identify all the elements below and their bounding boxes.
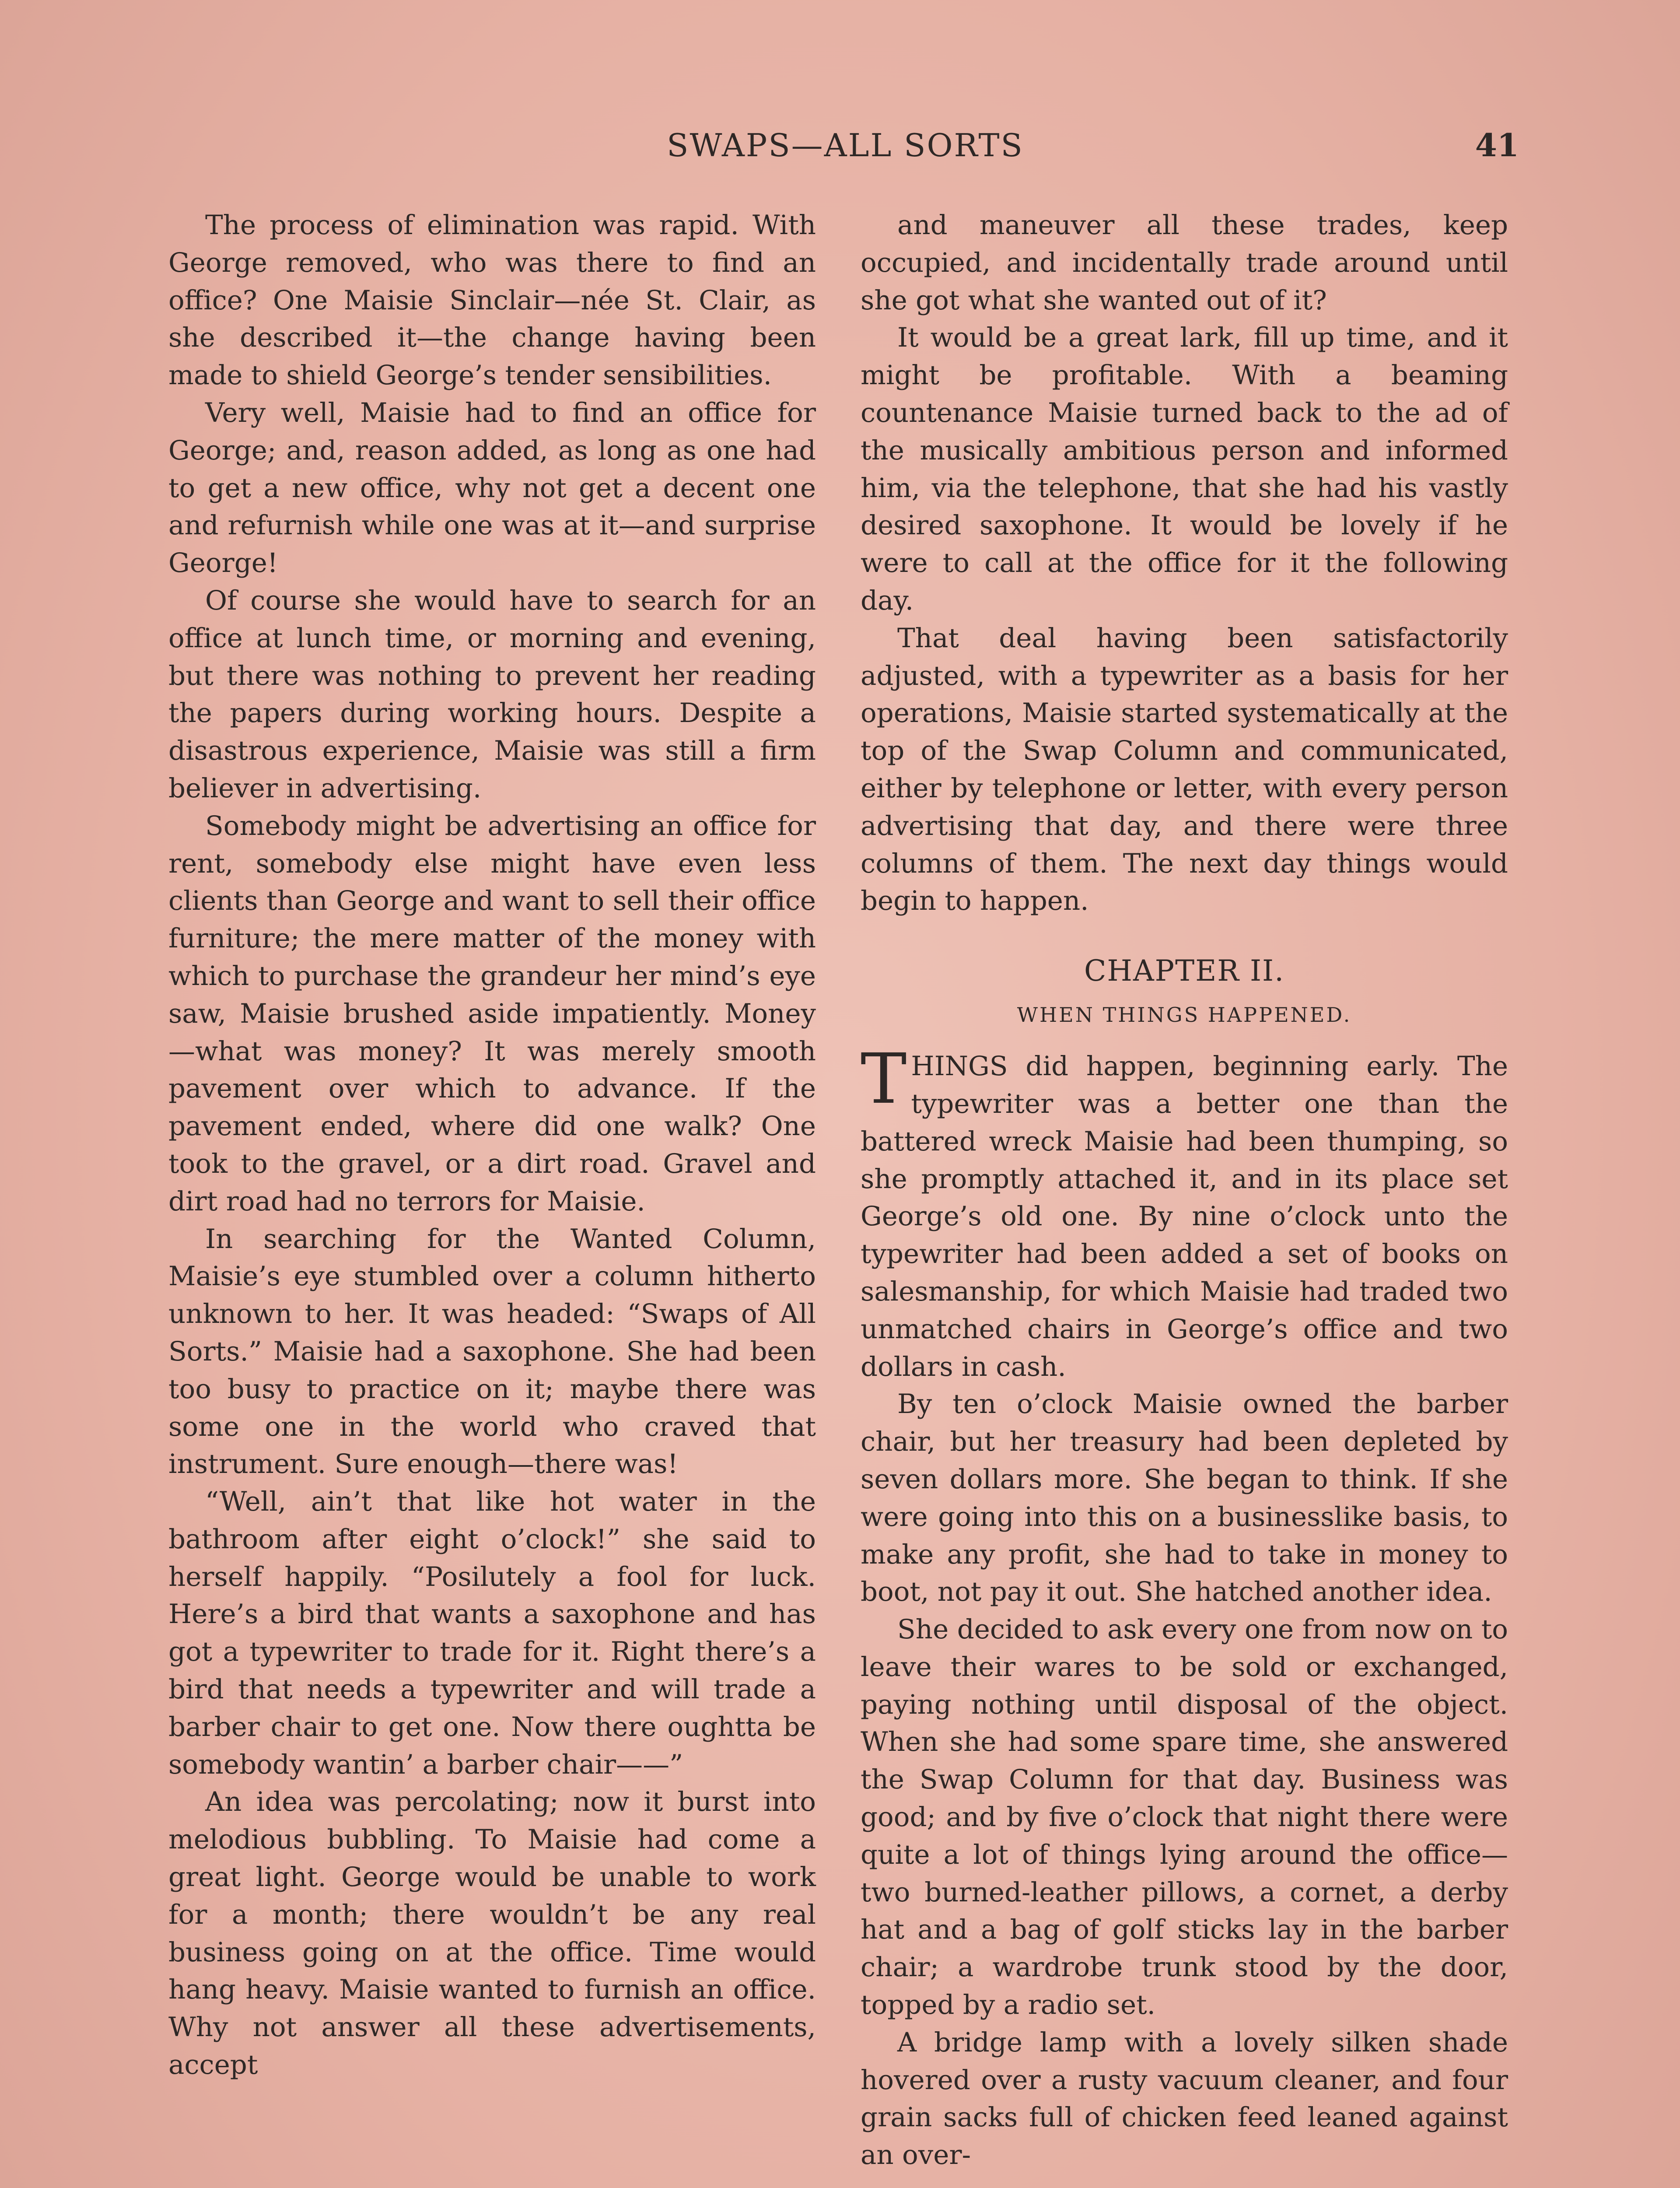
chapter-opening-text: HINGS did happen, beginning early. The typewriter was a better one than the battered wreck Maisie had been thumping, so she promptly attached it, and in its place set George’s old one. By nine o’clock unto the typewriter had been added a set of books on salesmanship, for which Maisie had traded two unmatched chairs in George’s office and two dollars in cash. <box>861 1051 1508 1382</box>
paragraph: “Well, ain’t that like hot water in the bathroom after eight o’clock!” she said to herself happily. “Posilutely a fool for luck. Here’s a bird that wants a saxophone and has got a typewriter to trade for it. Right there’s a bird that needs a typewriter and will trade a barber chair to get one. Now there oughtta be somebody wantin’ a barber chair——” <box>168 1486 816 1780</box>
paragraph: By ten o’clock Maisie owned the barber chair, but her treasury had been depleted by seven dollars more. She began to think. If she were going into this on a businesslike basis, to make any profit, she had to take in money to boot, not pay it out. She hatched another idea. <box>861 1389 1508 1608</box>
paragraph: That deal having been satisfactorily adjusted, with a typewriter as a basis for her operations, Maisie started systematically at the top of the Swap Column and communicated, either by telephone or letter, with every person advertising that day, and there were three columns of them. The next day things would begin to happen. <box>861 622 1508 917</box>
left-column <box>168 207 816 2084</box>
paragraph: It would be a great lark, fill up time, and it might be profitable. With a beaming countenance Maisie turned back to the ad of the musically ambitious person and informed him, via the telephone, that she had his vastly desired saxophone. It would be lovely if he were to call at the office for it the following day. <box>861 322 1508 616</box>
drop-cap: T <box>861 1039 907 1120</box>
paragraph: A bridge lamp with a lovely silken shade hovered over a rusty vacuum cleaner, and four grain sacks full of chicken feed leaned against an over- <box>861 2027 1508 2171</box>
right-column <box>861 207 1508 2174</box>
paragraph: The process of elimination was rapid. With George removed, who was there to find an office? One Maisie Sinclair—née St. Clair, as she described it—the change having been made to shield George’s tender sensibilities. <box>168 210 816 391</box>
paragraph: Of course she would have to search for an office at lunch time, or morning and evening, but there was nothing to prevent her reading the papers during working hours. Despite a disastrous experience, Maisie was still a firm believer in advertising. <box>168 585 816 804</box>
page-header <box>172 123 1519 172</box>
paragraph: An idea was percolating; now it burst into melodious bubbling. To Maisie had come a great light. George would be unable to work for a month; there wouldn’t be any real business going on at the office. Time would hang heavy. Maisie wanted to furnish an office. Why not answer all these advertisements, accept <box>168 1786 816 2081</box>
paragraph: She decided to ask every one from now on to leave their wares to be sold or exchanged, paying nothing until disposal of the object. When she had some spare time, she answered the Swap Column for that day. Business was good; and by five o’clock that night there were quite a lot of things lying around the office—two burned-leather pillows, a cornet, a derby hat and a bag of golf sticks lay in the barber chair; a wardrobe trunk stood by the door, topped by a radio set. <box>861 1614 1508 2021</box>
paragraph: In searching for the Wanted Column, Maisie’s eye stumbled over a column hitherto unknown to her. It was headed: “Swaps of All Sorts.” Maisie had a saxophone. She had been too busy to practice on it; maybe there was some one in the world who craved that instrument. Sure enough—there was! <box>168 1223 816 1480</box>
chapter-title: WHEN THINGS HAPPENED. <box>1017 1003 1352 1027</box>
paragraph: and maneuver all these trades, keep occupied, and incidentally trade around until she got what she wanted out of it? <box>861 210 1508 316</box>
paragraph: Very well, Maisie had to find an office for George; and, reason added, as long as one had to get a new office, why not get a decent one and refurnish while one was at it—and surprise George! <box>168 397 816 579</box>
running-head: SWAPS—ALL SORTS <box>667 127 1024 164</box>
paragraph: Somebody might be advertising an office for rent, somebody else might have even less clients than George and want to sell their office furniture; the mere matter of the money with which to purchase the grandeur her mind’s eye saw, Maisie brushed aside impatiently. Money —what was money? It was merely smooth pavement over which to advance. If the pavement ended, where did one walk? One took to the gravel, or a dirt road. Gravel and dirt road had no terrors for Maisie. <box>168 810 816 1217</box>
page-number: 41 <box>1475 126 1519 164</box>
chapter-opening-paragraph <box>861 1039 1508 1385</box>
chapter-heading: CHAPTER II. <box>1084 954 1285 988</box>
